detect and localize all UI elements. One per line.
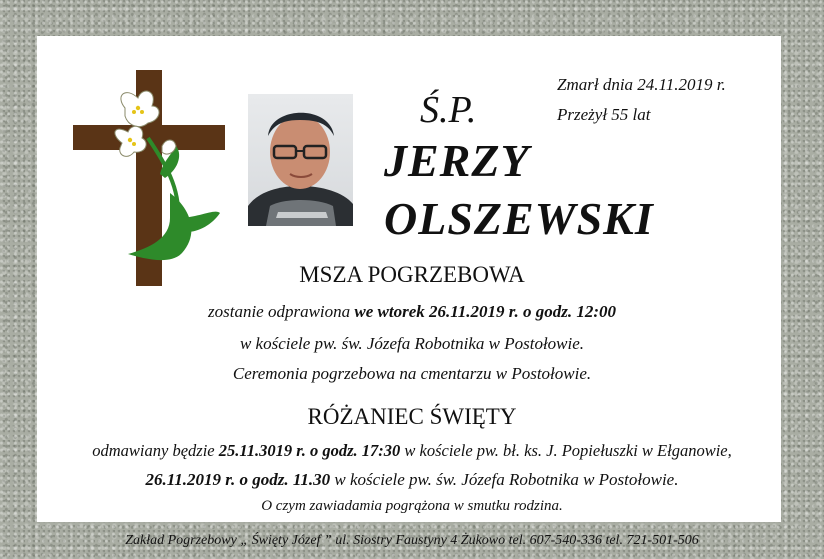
sp-abbreviation: Ś.P. <box>420 89 477 131</box>
rosary-line-1 <box>0 441 824 461</box>
rosary-line-1-pre: odmawiany będzie <box>92 441 215 460</box>
mass-line-1 <box>0 302 824 322</box>
mass-line-2: w kościele pw. św. Józefa Robotnika w Postołowie. <box>239 334 585 353</box>
date-of-death: Zmarł dnia 24.11.2019 r. <box>557 75 726 94</box>
first-name: JERZY <box>384 135 530 186</box>
mass-heading: MSZA POGRZEBOWA <box>299 262 525 287</box>
portrait-photo <box>248 94 353 226</box>
rosary-line-2 <box>0 470 824 490</box>
rosary-date-2: 26.11.2019 r. o godz. 11.30 <box>145 470 331 489</box>
last-name: OLSZEWSKI <box>384 193 654 244</box>
mass-date-time: we wtorek 26.11.2019 r. o godz. 12:00 <box>354 302 617 321</box>
rosary-date-1: 25.11.3019 r. o godz. 17:30 <box>218 441 401 460</box>
rosary-heading: RÓŻANIEC ŚWIĘTY <box>307 404 517 429</box>
mass-line-1-pre: zostanie odprawiona <box>207 302 351 321</box>
family-note: O czym zawiadamia pogrążona w smutku rodzina. <box>261 498 563 514</box>
funeral-home-footer: Zakład Pogrzebowy „ Święty Józef ” ul. Siostry Faustyny 4 Żukowo tel. 607-540-336 tel. 721-501-506 <box>125 533 699 548</box>
rosary-line-2-post: w kościele pw. św. Józefa Robotnika w Postołowie. <box>334 470 679 489</box>
mass-line-3: Ceremonia pogrzebowa na cmentarzu w Postołowie. <box>232 364 592 383</box>
age-at-death: Przeżył 55 lat <box>557 105 651 124</box>
rosary-line-1-post: w kościele pw. bł. ks. J. Popiełuszki w Ełganowie, <box>404 441 732 460</box>
cross-with-lilies-icon <box>70 68 230 290</box>
